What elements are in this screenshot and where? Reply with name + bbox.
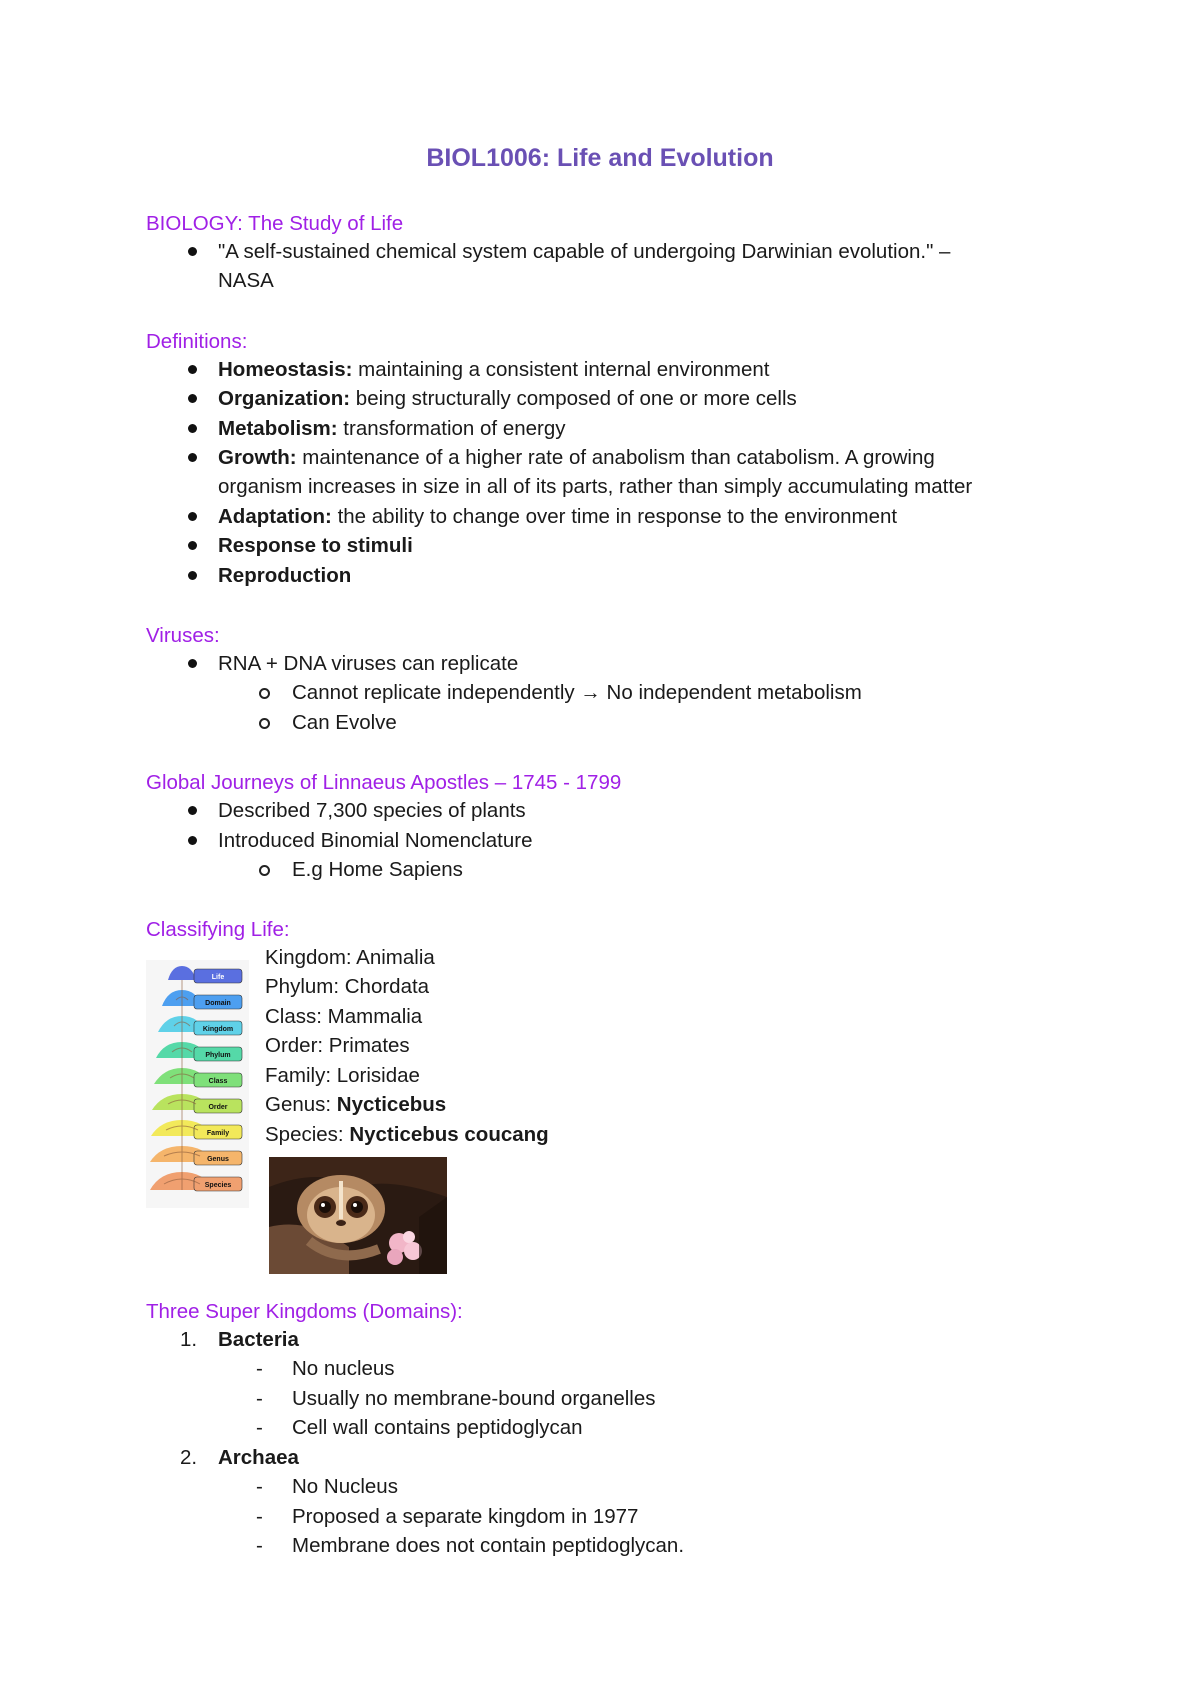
taxonomy-rank-phylum bbox=[265, 974, 429, 1000]
bullet-icon bbox=[188, 247, 197, 256]
rank-value: Primates bbox=[328, 1034, 410, 1057]
sub-list-item: No Nucleus bbox=[292, 1475, 398, 1498]
svg-text:Order: Order bbox=[208, 1104, 228, 1111]
dash-bullet-icon: - bbox=[256, 1387, 263, 1410]
rank-label: Species: bbox=[265, 1123, 350, 1146]
svg-text:Life: Life bbox=[211, 974, 225, 981]
rank-value: Mammalia bbox=[327, 1005, 423, 1028]
rank-label: Order: bbox=[265, 1034, 329, 1057]
sub-list-item: E.g Home Sapiens bbox=[292, 858, 463, 881]
svg-text:Phylum: Phylum bbox=[205, 1052, 231, 1059]
section-heading-biology: BIOLOGY: The Study of Life bbox=[146, 212, 404, 235]
list-number: 1. bbox=[180, 1328, 198, 1351]
definition-growth-continuation: organism increases in size in all of its parts, rather than simply accumulating matter bbox=[218, 475, 973, 498]
definition-term: Growth: bbox=[218, 446, 297, 469]
list-item: Described 7,300 species of plants bbox=[218, 799, 526, 822]
definition-term: Organization: bbox=[218, 387, 351, 410]
definition-reproduction bbox=[218, 563, 351, 589]
bullet-icon bbox=[188, 365, 197, 374]
svg-text:Domain: Domain bbox=[205, 1000, 231, 1007]
definition-response bbox=[218, 533, 413, 559]
section-heading-viruses: Viruses: bbox=[146, 624, 220, 647]
dash-bullet-icon: - bbox=[256, 1416, 263, 1439]
svg-text:Kingdom: Kingdom bbox=[202, 1026, 234, 1033]
bullet-icon bbox=[188, 394, 197, 403]
rank-value: Chordata bbox=[344, 975, 430, 998]
taxonomy-rank-family bbox=[265, 1063, 420, 1089]
slow-loris-photo bbox=[269, 1157, 447, 1274]
pyramid-layer bbox=[152, 1094, 242, 1113]
pyramid-layer bbox=[156, 1042, 242, 1061]
rank-label: Genus: bbox=[265, 1093, 337, 1116]
taxonomy-rank-kingdom bbox=[265, 945, 435, 971]
dash-bullet-icon: - bbox=[256, 1475, 263, 1498]
bullet-icon bbox=[188, 659, 197, 668]
sub-list-item: Proposed a separate kingdom in 1977 bbox=[292, 1505, 639, 1528]
svg-text:Genus: Genus bbox=[207, 1156, 229, 1163]
list-item: RNA + DNA viruses can replicate bbox=[218, 652, 519, 675]
taxonomy-rank-order bbox=[265, 1033, 410, 1059]
page-title: BIOL1006: Life and Evolution bbox=[426, 144, 774, 172]
taxonomy-pyramid-image bbox=[146, 960, 249, 1208]
pyramid-layer bbox=[168, 966, 242, 983]
definition-term: Homeostasis: bbox=[218, 358, 353, 381]
rank-label: Family: bbox=[265, 1064, 337, 1087]
rank-label: Phylum: bbox=[265, 975, 345, 998]
sub-list-item: Cell wall contains peptidoglycan bbox=[292, 1416, 583, 1439]
domain-name-bacteria bbox=[218, 1327, 299, 1353]
svg-text:Family: Family bbox=[206, 1130, 230, 1137]
bullet-icon bbox=[188, 836, 197, 845]
definition-text: maintaining a consistent internal environment bbox=[352, 358, 770, 381]
dash-bullet-icon: - bbox=[256, 1505, 263, 1528]
definition-growth bbox=[218, 445, 935, 471]
dash-bullet-icon: - bbox=[256, 1534, 263, 1557]
bullet-icon bbox=[188, 424, 197, 433]
section-heading-classifying: Classifying Life: bbox=[146, 918, 290, 941]
pyramid-layer bbox=[154, 1068, 242, 1087]
definition-term: Adaptation: bbox=[218, 505, 332, 528]
taxonomy-rank-genus bbox=[265, 1092, 446, 1118]
section-heading-domains: Three Super Kingdoms (Domains): bbox=[146, 1300, 463, 1323]
domain-name-archaea bbox=[218, 1445, 299, 1471]
hollow-bullet-icon bbox=[259, 718, 270, 729]
hollow-bullet-icon bbox=[259, 865, 270, 876]
domain-name: Archaea bbox=[218, 1446, 299, 1469]
dash-bullet-icon: - bbox=[256, 1357, 263, 1380]
sub-list-item: Membrane does not contain peptidoglycan. bbox=[292, 1534, 685, 1557]
section-heading-linnaeus: Global Journeys of Linnaeus Apostles – 1745 - 1799 bbox=[146, 771, 622, 794]
pyramid-layer bbox=[158, 1016, 242, 1035]
list-item: "A self-sustained chemical system capable of undergoing Darwinian evolution." – bbox=[218, 240, 951, 263]
taxonomy-rank-species bbox=[265, 1122, 549, 1148]
definition-term: Metabolism: bbox=[218, 417, 338, 440]
sub-list-item: Usually no membrane-bound organelles bbox=[292, 1387, 656, 1410]
pyramid-layer bbox=[162, 990, 242, 1009]
rank-value: Nycticebus bbox=[336, 1093, 447, 1116]
definition-adaptation bbox=[218, 504, 897, 530]
rank-label: Class: bbox=[265, 1005, 328, 1028]
definition-organization bbox=[218, 386, 797, 412]
definition-text: transformation of energy bbox=[337, 417, 566, 440]
definition-homeostasis bbox=[218, 357, 770, 383]
rank-label: Kingdom: bbox=[265, 946, 357, 969]
rank-value: Nycticebus coucang bbox=[349, 1123, 549, 1146]
pyramid-layer bbox=[150, 1146, 242, 1165]
list-item-continuation: NASA bbox=[218, 269, 274, 292]
sub-list-item: Can Evolve bbox=[292, 711, 397, 734]
list-number: 2. bbox=[180, 1446, 198, 1469]
definition-metabolism bbox=[218, 416, 566, 442]
sub-list-item: Cannot replicate independently → No independent metabolism bbox=[292, 681, 862, 704]
taxonomy-rank-class bbox=[265, 1004, 422, 1030]
definition-term: Response to stimuli bbox=[218, 534, 413, 557]
rank-value: Animalia bbox=[356, 946, 435, 969]
definition-term: Reproduction bbox=[218, 564, 352, 587]
bullet-icon bbox=[188, 512, 197, 521]
bullet-icon bbox=[188, 541, 197, 550]
rank-value: Lorisidae bbox=[336, 1064, 420, 1087]
bullet-icon bbox=[188, 806, 197, 815]
sub-list-item: No nucleus bbox=[292, 1357, 395, 1380]
definition-text: being structurally composed of one or more cells bbox=[350, 387, 797, 410]
definition-text: maintenance of a higher rate of anabolism than catabolism. A growing bbox=[296, 446, 935, 469]
bullet-icon bbox=[188, 571, 197, 580]
definition-text: the ability to change over time in response to the environment bbox=[331, 505, 898, 528]
section-heading-definitions: Definitions: bbox=[146, 330, 248, 353]
domain-name: Bacteria bbox=[218, 1328, 299, 1351]
svg-text:Class: Class bbox=[208, 1078, 228, 1085]
svg-text:Species: Species bbox=[204, 1182, 232, 1189]
bullet-icon bbox=[188, 453, 197, 462]
hollow-bullet-icon bbox=[259, 688, 270, 699]
list-item: Introduced Binomial Nomenclature bbox=[218, 829, 533, 852]
